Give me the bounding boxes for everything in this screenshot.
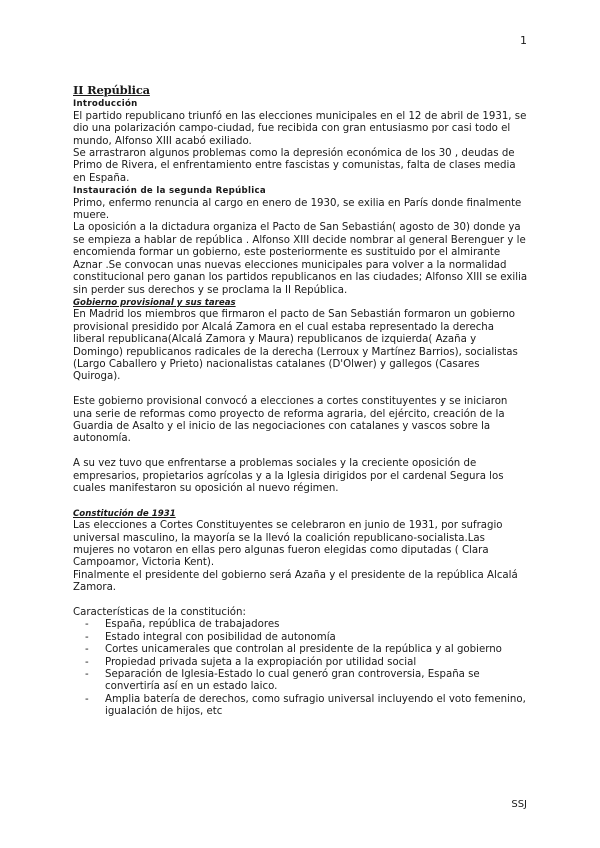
list-item: - Separación de Iglesia-Estado lo cual generó gran controversia, España se convertiría así en un estado laico. [105,669,528,694]
heading-gobierno-provisional: Gobierno provisional y sus tareas [73,297,236,308]
paragraph: Se arrastraron algunos problemas como la depresión económica de los 30 , deudas de Primo de Rivera, el enfrentamiento entre fascistas y comunistas, falta de clases media en España. [73,148,516,184]
document-body [73,84,528,719]
paragraph: En Madrid los miembros que firmaron el pacto de San Sebastián formaron un gobierno provisional presidido por Alcalá Zamora en el cual estaba representado la derecha liberal republicana(Alcalá Zamora y Maura) republicanos de izquierda( Azaña y Domingo) republicanos radicales de la derecha (Lerroux y Martínez Barrios), socialistas (Largo Caballero y Prieto) nacionalistas catalanes (D'Olwer) y gallegos (Casares Quiroga). [73,309,518,383]
list-item: - Estado integral con posibilidad de autonomía [105,632,528,644]
footer-initials: SSJ [511,799,527,810]
characteristics-list [73,619,528,718]
list-item: - España, república de trabajadores [105,619,528,631]
heading-instauracion: Instauración de la segunda República [73,186,266,197]
heading-constitucion: Constitución de 1931 [73,508,176,519]
paragraph: El partido republicano triunfó en las elecciones municipales en el 12 de abril de 1931, se dio una polarización campo-ciudad, fue recibida con gran entusiasmo por casi todo el mundo, Alfonso XIII acabó exiliado. [73,110,527,147]
paragraph: Finalmente el presidente del gobierno será Azaña y el presidente de la república Alcalá Zamora. [73,569,518,594]
list-intro: Características de la constitución: [73,607,246,618]
document-title: II República [73,83,150,97]
list-item: - Amplia batería de derechos, como sufragio universal incluyendo el voto femenino, igualación de hijos, etc [105,694,528,719]
paragraph: Las elecciones a Cortes Constituyentes se celebraron en junio de 1931, por sufragio universal masculino, la mayoría se la llevó la coalición republicano-socialista.Las mujeres no votaron en ellas pero algunas fueron elegidas como diputadas ( Clara Campoamor, Victoria Kent). [73,520,503,569]
page-number: 1 [520,34,527,47]
list-item: - Cortes unicamerales que controlan al presidente de la república y al gobierno [105,644,528,656]
paragraph: La oposición a la dictadura organiza el Pacto de San Sebastián( agosto de 30) donde ya se empieza a hablar de república . Alfonso XIII decide nombrar al general Berenguer y le encomienda formar un gobierno, este posteriormente es sustituido por el almirante Aznar .Se convocan unas nuevas elecciones municipales para volver a la normalidad constitucional pero ganan los partidos republicanos en las ciudades; Alfonso XIII se exilia sin perder sus derechos y se proclama la II República. [73,222,528,296]
paragraph: Este gobierno provisional convocó a elecciones a cortes constituyentes y se iniciaron una serie de reformas como proyecto de reforma agraria, del ejército, creación de la Guardia de Asalto y el inicio de las negociaciones con catalanes y vascos sobre la autonomía. [73,396,508,445]
heading-introduccion: Introducción [73,99,138,110]
paragraph: Primo, enfermo renuncia al cargo en enero de 1930, se exilia en París donde finalmente muere. [73,197,522,222]
paragraph: A su vez tuvo que enfrentarse a problemas sociales y la creciente oposición de empresarios, propietarios agrícolas y a la Iglesia dirigidos por el cardenal Segura los cuales manifestaron su oposición al nuevo régimen. [73,458,504,494]
list-item: - Propiedad privada sujeta a la expropiación por utilidad social [105,657,528,669]
